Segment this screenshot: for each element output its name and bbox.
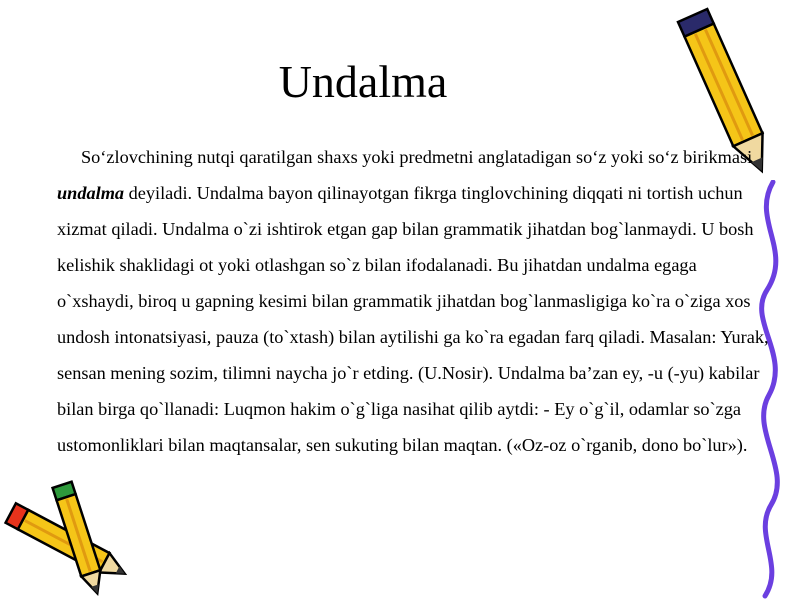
slide-title: Undalma bbox=[278, 56, 448, 107]
pencils-bottom-left-icon bbox=[0, 480, 135, 600]
body-text-part1: So‘zlovchining nutqi qaratilgan shaxs yoki predmetni anglatadigan so‘z yoki so‘z birikmasi bbox=[81, 147, 753, 167]
term-undalma: undalma bbox=[57, 183, 125, 203]
body-paragraph bbox=[57, 139, 769, 463]
body-text-part2: deyiladi. Undalma bayon qilinayotgan fikrga tinglovchining diqqati ni tortish uchun xizmat qiladi. Undalma o`zi ishtirok etgan gap bilan grammatik jihatdan bog`lanmaydi. U bosh kelishik shaklidagi ot yoki otlashgan so`z bilan ifodalanadi. Bu jihatdan undalma egaga o`xshaydi, biroq u gapning kesimi bilan grammatik jihatdan bog`lanmasligiga ko`ra o`ziga xos undosh intonatsiyasi, pauza (to`xtash) bilan aytilishi ga ko`ra egadan farq qiladi. Masalan: Yurak, sensan mening sozim, tilimni naycha jo`r etding. (U.Nosir). Undalma ba’zan ey, -u (-yu) kabilar bilan birga qo`llanadi: Luqmon hakim o`g`liga nasihat qilib aytdi: - Ey o`g`il, odamlar so`zga ustomonliklari bilan maqtansalar, sen sukuting bilan maqtan. («Oz-oz o`rganib, dono bo`lur»). bbox=[57, 183, 769, 455]
